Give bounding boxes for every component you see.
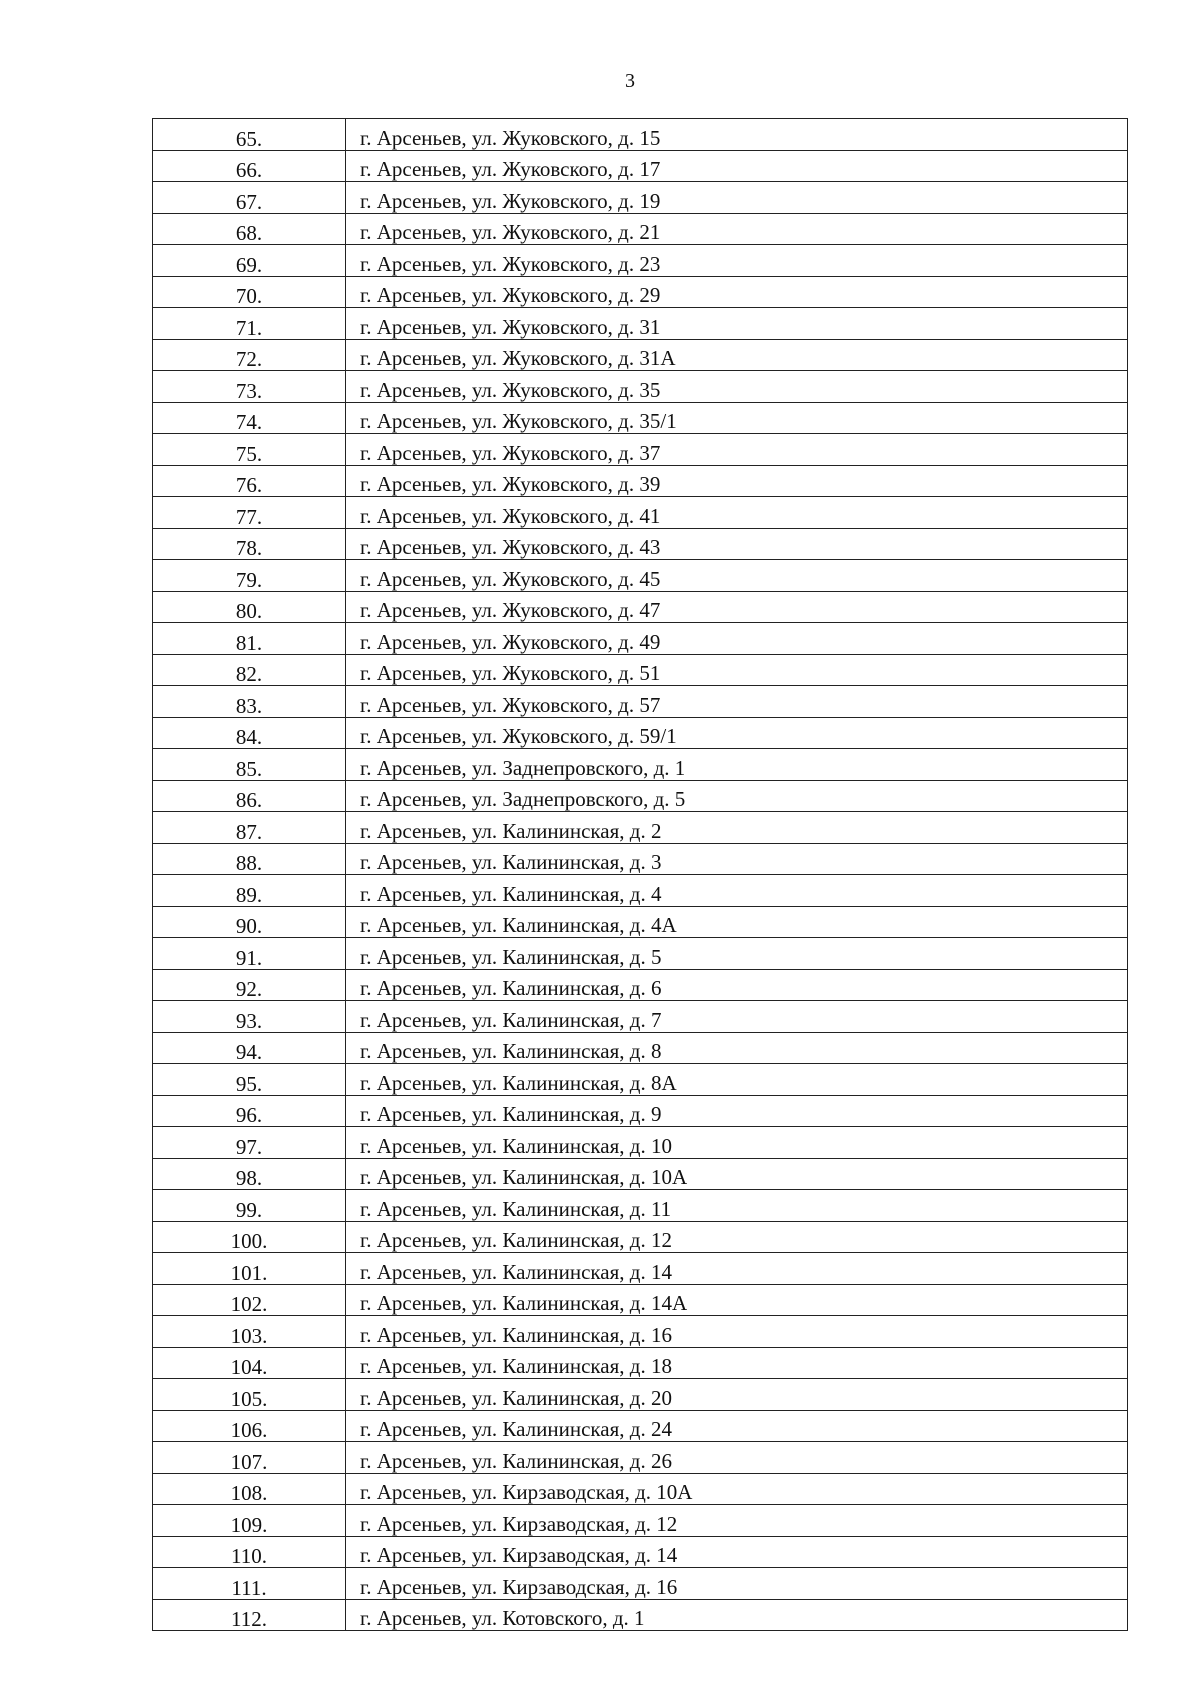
row-address: г. Арсеньев, ул. Котовского, д. 1 [346, 1599, 1128, 1631]
row-number: 82. [153, 654, 346, 686]
row-address: г. Арсеньев, ул. Калининская, д. 18 [346, 1347, 1128, 1379]
row-number: 93. [153, 1001, 346, 1033]
row-number: 97. [153, 1127, 346, 1159]
table-row [153, 1095, 1128, 1127]
row-address: г. Арсеньев, ул. Жуковского, д. 17 [346, 150, 1128, 182]
row-number: 84. [153, 717, 346, 749]
row-address: г. Арсеньев, ул. Калининская, д. 24 [346, 1410, 1128, 1442]
row-number: 92. [153, 969, 346, 1001]
table-row [153, 812, 1128, 844]
row-address: г. Арсеньев, ул. Калининская, д. 4 [346, 875, 1128, 907]
table-row [153, 591, 1128, 623]
row-number: 79. [153, 560, 346, 592]
table-row [153, 1505, 1128, 1537]
table-row [153, 1253, 1128, 1285]
row-address: г. Арсеньев, ул. Жуковского, д. 35/1 [346, 402, 1128, 434]
row-address: г. Арсеньев, ул. Жуковского, д. 49 [346, 623, 1128, 655]
row-number: 111. [153, 1568, 346, 1600]
row-address: г. Арсеньев, ул. Жуковского, д. 51 [346, 654, 1128, 686]
table-row [153, 1284, 1128, 1316]
table-row [153, 371, 1128, 403]
row-number: 104. [153, 1347, 346, 1379]
row-number: 70. [153, 276, 346, 308]
row-address: г. Арсеньев, ул. Заднепровского, д. 5 [346, 780, 1128, 812]
table-row [153, 1442, 1128, 1474]
row-number: 71. [153, 308, 346, 340]
row-number: 67. [153, 182, 346, 214]
row-address: г. Арсеньев, ул. Жуковского, д. 47 [346, 591, 1128, 623]
table-row [153, 780, 1128, 812]
row-number: 89. [153, 875, 346, 907]
row-address: г. Арсеньев, ул. Жуковского, д. 59/1 [346, 717, 1128, 749]
row-number: 86. [153, 780, 346, 812]
row-address: г. Арсеньев, ул. Калининская, д. 14А [346, 1284, 1128, 1316]
row-number: 91. [153, 938, 346, 970]
row-number: 112. [153, 1599, 346, 1631]
row-number: 69. [153, 245, 346, 277]
row-number: 96. [153, 1095, 346, 1127]
row-address: г. Арсеньев, ул. Жуковского, д. 37 [346, 434, 1128, 466]
row-number: 77. [153, 497, 346, 529]
row-address: г. Арсеньев, ул. Жуковского, д. 29 [346, 276, 1128, 308]
row-number: 95. [153, 1064, 346, 1096]
row-address: г. Арсеньев, ул. Калининская, д. 10А [346, 1158, 1128, 1190]
row-address: г. Арсеньев, ул. Калининская, д. 16 [346, 1316, 1128, 1348]
row-number: 105. [153, 1379, 346, 1411]
table-row [153, 938, 1128, 970]
table-row [153, 906, 1128, 938]
row-number: 106. [153, 1410, 346, 1442]
table-row [153, 308, 1128, 340]
row-number: 83. [153, 686, 346, 718]
row-address: г. Арсеньев, ул. Жуковского, д. 41 [346, 497, 1128, 529]
table-row [153, 150, 1128, 182]
row-address: г. Арсеньев, ул. Калининская, д. 10 [346, 1127, 1128, 1159]
table-row [153, 339, 1128, 371]
row-address: г. Арсеньев, ул. Калининская, д. 12 [346, 1221, 1128, 1253]
table-row [153, 1316, 1128, 1348]
table-row [153, 465, 1128, 497]
row-address: г. Арсеньев, ул. Калининская, д. 2 [346, 812, 1128, 844]
table-row [153, 1347, 1128, 1379]
table-row [153, 182, 1128, 214]
table-row [153, 1127, 1128, 1159]
table-row [153, 1473, 1128, 1505]
row-address: г. Арсеньев, ул. Калининская, д. 26 [346, 1442, 1128, 1474]
row-number: 103. [153, 1316, 346, 1348]
table-row [153, 1221, 1128, 1253]
table-row [153, 1158, 1128, 1190]
table-row [153, 843, 1128, 875]
row-address: г. Арсеньев, ул. Жуковского, д. 39 [346, 465, 1128, 497]
table-row [153, 276, 1128, 308]
table-row [153, 434, 1128, 466]
row-address: г. Арсеньев, ул. Кирзаводская, д. 10А [346, 1473, 1128, 1505]
row-address: г. Арсеньев, ул. Калининская, д. 3 [346, 843, 1128, 875]
row-address: г. Арсеньев, ул. Калининская, д. 20 [346, 1379, 1128, 1411]
row-address: г. Арсеньев, ул. Жуковского, д. 45 [346, 560, 1128, 592]
address-table [152, 118, 1128, 1631]
row-address: г. Арсеньев, ул. Калининская, д. 5 [346, 938, 1128, 970]
table-row [153, 969, 1128, 1001]
row-number: 78. [153, 528, 346, 560]
row-number: 102. [153, 1284, 346, 1316]
row-address: г. Арсеньев, ул. Калининская, д. 4А [346, 906, 1128, 938]
table-row [153, 560, 1128, 592]
row-address: г. Арсеньев, ул. Калининская, д. 14 [346, 1253, 1128, 1285]
table-row [153, 875, 1128, 907]
table-row [153, 213, 1128, 245]
row-number: 88. [153, 843, 346, 875]
row-address: г. Арсеньев, ул. Кирзаводская, д. 16 [346, 1568, 1128, 1600]
row-address: г. Арсеньев, ул. Заднепровского, д. 1 [346, 749, 1128, 781]
row-number: 90. [153, 906, 346, 938]
row-number: 109. [153, 1505, 346, 1537]
row-address: г. Арсеньев, ул. Кирзаводская, д. 12 [346, 1505, 1128, 1537]
row-number: 73. [153, 371, 346, 403]
row-number: 81. [153, 623, 346, 655]
table-row [153, 654, 1128, 686]
row-number: 80. [153, 591, 346, 623]
row-address: г. Арсеньев, ул. Калининская, д. 8А [346, 1064, 1128, 1096]
table-row [153, 1032, 1128, 1064]
table-row [153, 402, 1128, 434]
row-number: 65. [153, 119, 346, 151]
row-address: г. Арсеньев, ул. Жуковского, д. 43 [346, 528, 1128, 560]
table-row [153, 1536, 1128, 1568]
row-number: 108. [153, 1473, 346, 1505]
row-address: г. Арсеньев, ул. Калининская, д. 11 [346, 1190, 1128, 1222]
table-row [153, 749, 1128, 781]
row-address: г. Арсеньев, ул. Жуковского, д. 21 [346, 213, 1128, 245]
row-address: г. Арсеньев, ул. Калининская, д. 7 [346, 1001, 1128, 1033]
table-row [153, 497, 1128, 529]
row-number: 76. [153, 465, 346, 497]
row-number: 72. [153, 339, 346, 371]
table-row [153, 623, 1128, 655]
table-row [153, 1410, 1128, 1442]
table-row [153, 1379, 1128, 1411]
table-row [153, 119, 1128, 151]
row-number: 74. [153, 402, 346, 434]
row-number: 68. [153, 213, 346, 245]
row-address: г. Арсеньев, ул. Жуковского, д. 31А [346, 339, 1128, 371]
table-row [153, 686, 1128, 718]
row-number: 107. [153, 1442, 346, 1474]
row-address: г. Арсеньев, ул. Жуковского, д. 31 [346, 308, 1128, 340]
table-row [153, 1599, 1128, 1631]
row-address: г. Арсеньев, ул. Калининская, д. 6 [346, 969, 1128, 1001]
row-address: г. Арсеньев, ул. Жуковского, д. 19 [346, 182, 1128, 214]
table-row [153, 1001, 1128, 1033]
table-row [153, 1568, 1128, 1600]
row-address: г. Арсеньев, ул. Жуковского, д. 23 [346, 245, 1128, 277]
row-number: 87. [153, 812, 346, 844]
row-address: г. Арсеньев, ул. Калининская, д. 8 [346, 1032, 1128, 1064]
row-number: 99. [153, 1190, 346, 1222]
row-number: 98. [153, 1158, 346, 1190]
row-number: 110. [153, 1536, 346, 1568]
row-number: 85. [153, 749, 346, 781]
table-row [153, 528, 1128, 560]
row-address: г. Арсеньев, ул. Жуковского, д. 35 [346, 371, 1128, 403]
table-row [153, 245, 1128, 277]
row-address: г. Арсеньев, ул. Жуковского, д. 57 [346, 686, 1128, 718]
row-address: г. Арсеньев, ул. Кирзаводская, д. 14 [346, 1536, 1128, 1568]
address-table-body [153, 119, 1128, 1631]
row-number: 94. [153, 1032, 346, 1064]
page-number: 3 [625, 70, 635, 92]
row-number: 100. [153, 1221, 346, 1253]
table-row [153, 1190, 1128, 1222]
table-row [153, 717, 1128, 749]
row-address: г. Арсеньев, ул. Жуковского, д. 15 [346, 119, 1128, 151]
row-number: 75. [153, 434, 346, 466]
row-number: 101. [153, 1253, 346, 1285]
row-number: 66. [153, 150, 346, 182]
table-row [153, 1064, 1128, 1096]
row-address: г. Арсеньев, ул. Калининская, д. 9 [346, 1095, 1128, 1127]
